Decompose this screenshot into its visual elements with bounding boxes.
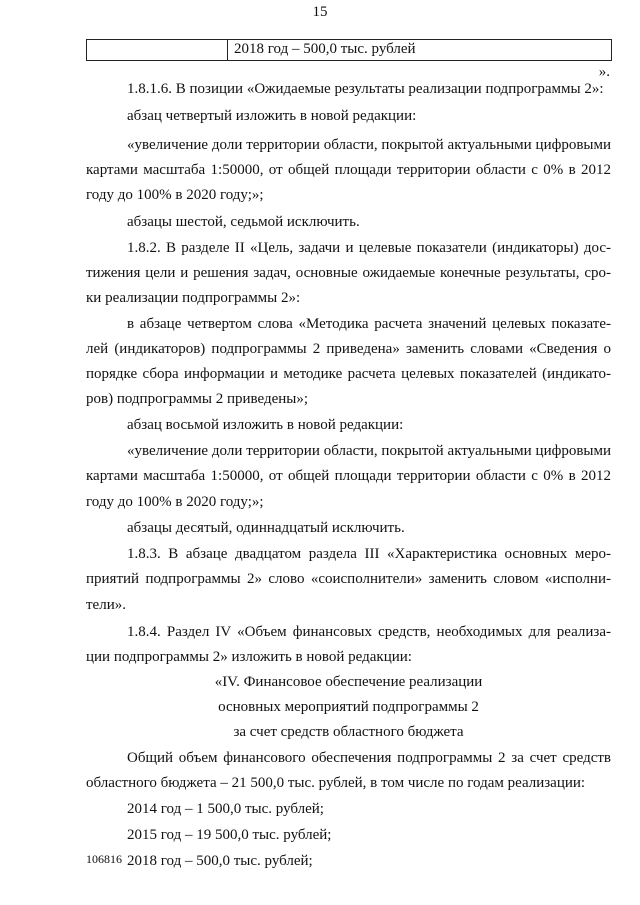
text-line: абзацы шестой, седьмой исключить. [127, 214, 360, 230]
text-line: картами масштаба 1:50000, от общей площади территории области с 0% в 2012 [86, 468, 611, 484]
text-line: 1.8.1.6. В позиции «Ожидаемые результаты реализации подпрограммы 2»: [127, 81, 604, 97]
section-heading-line: «IV. Финансовое обеспечение реализации [214, 674, 483, 690]
text-line: году до 100% в 2020 году;»; [86, 187, 264, 203]
text-line: ции подпрограммы 2» изложить в новой редакции: [86, 649, 412, 665]
text-line: абзац восьмой изложить в новой редакции: [127, 417, 404, 433]
text-line: картами масштаба 1:50000, от общей площади территории области с 0% в 2012 [86, 162, 611, 178]
text-line: в абзаце четвертом слова «Методика расчета значений целевых показате- [127, 316, 611, 332]
text-line: ров) подпрограммы 2 приведены»; [86, 391, 309, 407]
text-line: 2015 год – 19 500,0 тыс. рублей; [127, 827, 332, 843]
text-line: 2018 год – 500,0 тыс. рублей; [127, 853, 313, 869]
closing-quote: ». [598, 64, 610, 80]
text-line: «увеличение доли территории области, покрытой актуальными цифровыми [127, 137, 611, 153]
text-line: тели». [86, 597, 126, 613]
text-line: году до 100% в 2020 году;»; [86, 494, 264, 510]
text-line: 1.8.4. Раздел IV «Объем финансовых средств, необходимых для реализа- [127, 624, 611, 640]
section-heading-line: за счет средств областного бюджета [233, 724, 464, 740]
text-line: приятий подпрограммы 2» слово «соисполнители» заменить словом «исполни- [86, 571, 611, 587]
table-cell-divider [227, 40, 228, 60]
text-line: абзацы десятый, одиннадцатый исключить. [127, 520, 405, 536]
section-heading-line: основных мероприятий подпрограммы 2 [218, 699, 479, 715]
text-line: «увеличение доли территории области, покрытой актуальными цифровыми [127, 443, 611, 459]
text-line: 2014 год – 1 500,0 тыс. рублей; [127, 801, 324, 817]
table-fragment-row [86, 39, 612, 61]
text-line: лей (индикаторов) подпрограммы 2 приведена» заменить словами «Сведения о [86, 341, 611, 357]
text-line: ки реализации подпрограммы 2»: [86, 290, 301, 306]
text-line: тижения цели и решения задач, основные ожидаемые конечные результаты, сро- [86, 265, 611, 281]
text-line: областного бюджета – 21 500,0 тыс. рублей, в том числе по годам реализации: [86, 775, 586, 791]
text-line: Общий объем финансового обеспечения подпрограммы 2 за счет средств [127, 750, 611, 766]
text-line: 1.8.3. В абзаце двадцатом раздела III «Характеристика основных меро- [127, 546, 611, 562]
text-line: абзац четвертый изложить в новой редакции: [127, 108, 417, 124]
text-line: порядке сбора информации и методике расчета целевых показателей (индикато- [86, 366, 611, 382]
page-number: 15 [312, 4, 328, 20]
document-code: 106816 [86, 852, 122, 866]
text-line: 1.8.2. В разделе II «Цель, задачи и целевые показатели (индикаторы) дос- [127, 240, 611, 256]
table-cell-text: 2018 год – 500,0 тыс. рублей [234, 41, 416, 57]
